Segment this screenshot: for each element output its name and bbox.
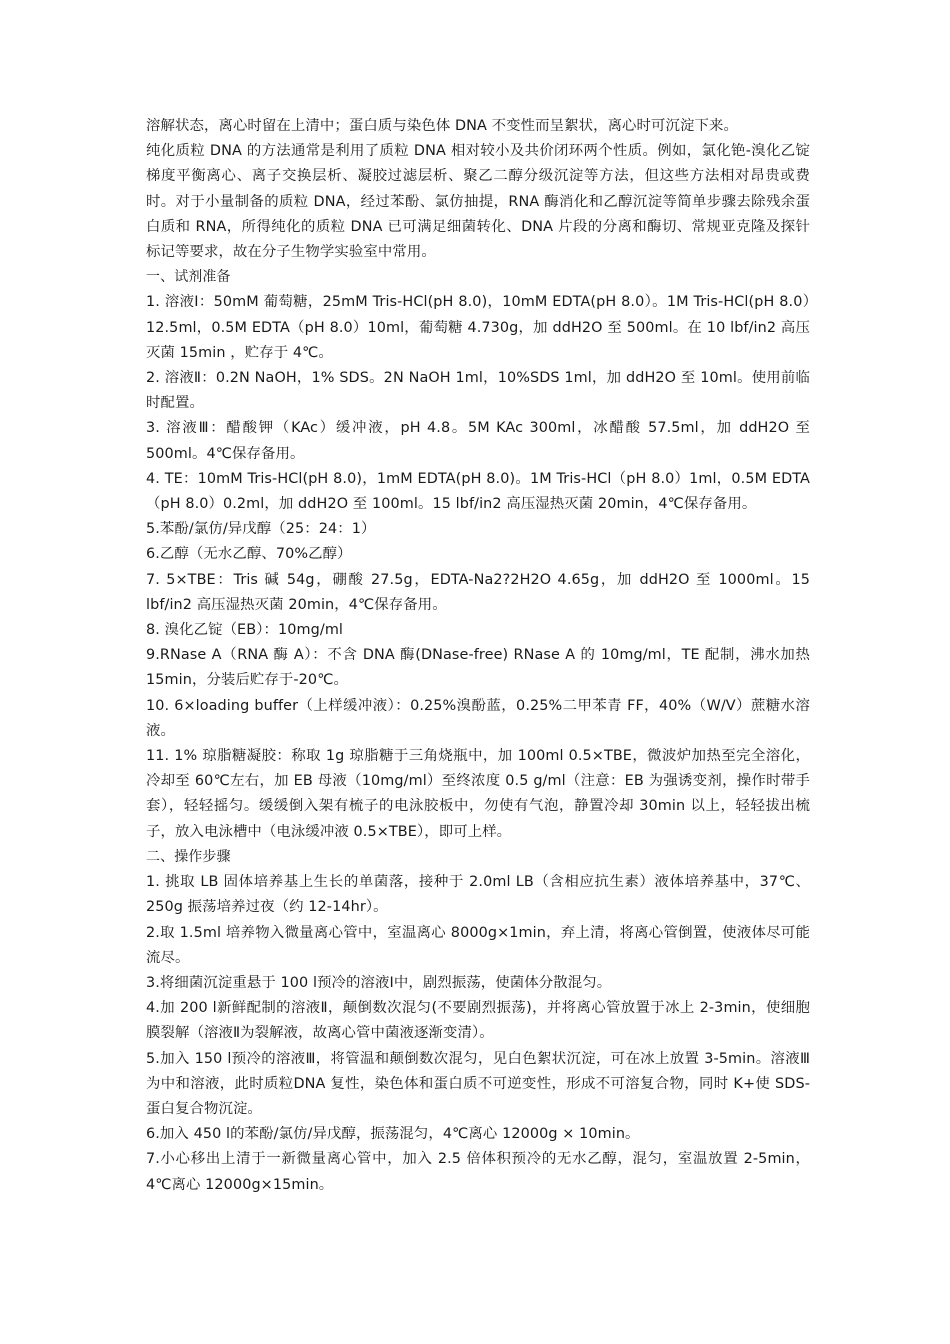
- reagent-item-4: 4. TE：10mM Tris-HCl(pH 8.0)，1mM EDTA(pH 8.0)。1M Tris-HCl（pH 8.0）1ml，0.5M EDTA（pH 8.0）0.2ml，加 ddH2O 至 100ml。15 lbf/in2 高压湿热灭菌 20min，4℃保存备用。: [146, 470, 810, 513]
- reagent-item-1: 1. 溶液Ⅰ：50mM 葡萄糖，25mM Tris-HCl(pH 8.0)，10mM EDTA(pH 8.0）。1M Tris-HCl(pH 8.0）12.5ml，0.5M EDTA（pH 8.0）10ml，葡萄糖 4.730g，加 ddH2O 至 500ml。在 10 lbf/in2 高压灭菌 15min ，贮存于 4℃。: [146, 294, 810, 361]
- intro-paragraph-1: 溶解状态，离心时留在上清中；蛋白质与染色体 DNA 不变性而呈絮状，离心时可沉淀下来。: [146, 118, 738, 134]
- reagent-item-8: 8. 溴化乙锭（EB）：10mg/ml: [146, 622, 344, 639]
- procedure-step-1: 1. 挑取 LB 固体培养基上生长的单菌落，接种于 2.0ml LB（含相应抗生素）液体培养基中，37℃、250g 振荡培养过夜（约 12-14hr）。: [146, 874, 810, 916]
- procedure-step-4: 4.加 200 l新鲜配制的溶液Ⅱ，颠倒数次混匀(不要剧烈振荡)，并将离心管放置于冰上 2-3min，使细胞膜裂解（溶液Ⅱ为裂解液，故离心管中菌液逐渐变清）。: [146, 1000, 810, 1042]
- reagent-item-2: 2. 溶液Ⅱ：0.2N NaOH，1% SDS。2N NaOH 1ml，10%SDS 1ml，加 ddH2O 至 10ml。使用前临时配置。: [146, 370, 810, 412]
- reagent-item-6: 6.乙醇（无水乙醇、70%乙醇）: [146, 546, 352, 563]
- document-page: [146, 114, 810, 1198]
- reagent-item-9: 9.RNase A（RNA 酶 A）：不含 DNA 酶(DNase-free) RNase A 的 10mg/ml，TE 配制，沸水加热 15min，分装后贮存于-20℃。: [146, 647, 810, 689]
- section-heading-reagents: 一、试剂准备: [146, 269, 231, 286]
- procedure-step-5: 5.加入 150 l预冷的溶液Ⅲ，将管温和颠倒数次混匀，见白色絮状沉淀，可在冰上放置 3-5min。溶液Ⅲ为中和溶液，此时质粒DNA 复性，染色体和蛋白质不可逆变性，形成不可溶复合物，同时 K+使 SDS-蛋白复合物沉淀。: [146, 1050, 810, 1117]
- reagent-item-3: 3. 溶液Ⅲ：醋酸钾（KAc）缓冲液，pH 4.8。5M KAc 300ml，冰醋酸 57.5ml，加 ddH2O 至 500ml。4℃保存备用。: [146, 420, 810, 462]
- reagent-item-10: 10. 6×loading buffer（上样缓冲液）：0.25%溴酚蓝，0.25%二甲苯青 FF，40%（W/V）蔗糖水溶液。: [146, 697, 810, 739]
- procedure-step-3: 3.将细菌沉淀重悬于 100 l预冷的溶液Ⅰ中，剧烈振荡，使菌体分散混匀。: [146, 974, 612, 991]
- reagent-item-5: 5.苯酚/氯仿/异戊醇（25：24：1）: [146, 521, 376, 538]
- reagent-item-11: 11. 1% 琼脂糖凝胶：称取 1g 琼脂糖于三角烧瓶中，加 100ml 0.5×TBE，微波炉加热至完全溶化，冷却至 60℃左右，加 EB 母液（10mg/ml）至终浓度 0.5 g/ml（注意：EB 为强诱变剂，操作时带手套），轻轻摇匀。缓缓倒入架有梳子的电泳胶板中，勿使有气泡，静置冷却 30min 以上，轻轻拔出梳子，放入电泳槽中（电泳缓冲液 0.5×TBE），即可上样。: [146, 748, 810, 840]
- intro-paragraph-2: 纯化质粒 DNA 的方法通常是利用了质粒 DNA 相对较小及共价闭环两个性质。例如，氯化铯-溴化乙锭梯度平衡离心、离子交换层析、凝胶过滤层析、聚乙二醇分级沉淀等方法，但这些方法相对昂贵或费时。对于小量制备的质粒 DNA，经过苯酚、氯仿抽提，RNA 酶消化和乙醇沉淀等简单步骤去除残余蛋白质和 RNA，所得纯化的质粒 DNA 已可满足细菌转化、DNA 片段的分离和酶切、常规亚克隆及探针标记等要求，故在分子生物学实验室中常用。: [146, 143, 810, 261]
- procedure-step-7: 7.小心移出上清于一新微量离心管中，加入 2.5 倍体积预冷的无水乙醇，混匀，室温放置 2-5min，4℃离心 12000g×15min。: [146, 1151, 810, 1193]
- reagent-item-7: 7. 5×TBE：Tris 碱 54g，硼酸 27.5g，EDTA-Na2?2H2O 4.65g，加 ddH2O 至 1000ml。15 lbf/in2 高压湿热灭菌 20min，4℃保存备用。: [146, 571, 810, 613]
- procedure-step-6: 6.加入 450 l的苯酚/氯仿/异戊醇，振荡混匀，4℃离心 12000g × 10min。: [146, 1126, 640, 1143]
- section-heading-procedure: 二、操作步骤: [146, 848, 231, 865]
- procedure-step-2: 2.取 1.5ml 培养物入微量离心管中，室温离心 8000g×1min，弃上清，将离心管倒置，使液体尽可能流尽。: [146, 924, 810, 966]
